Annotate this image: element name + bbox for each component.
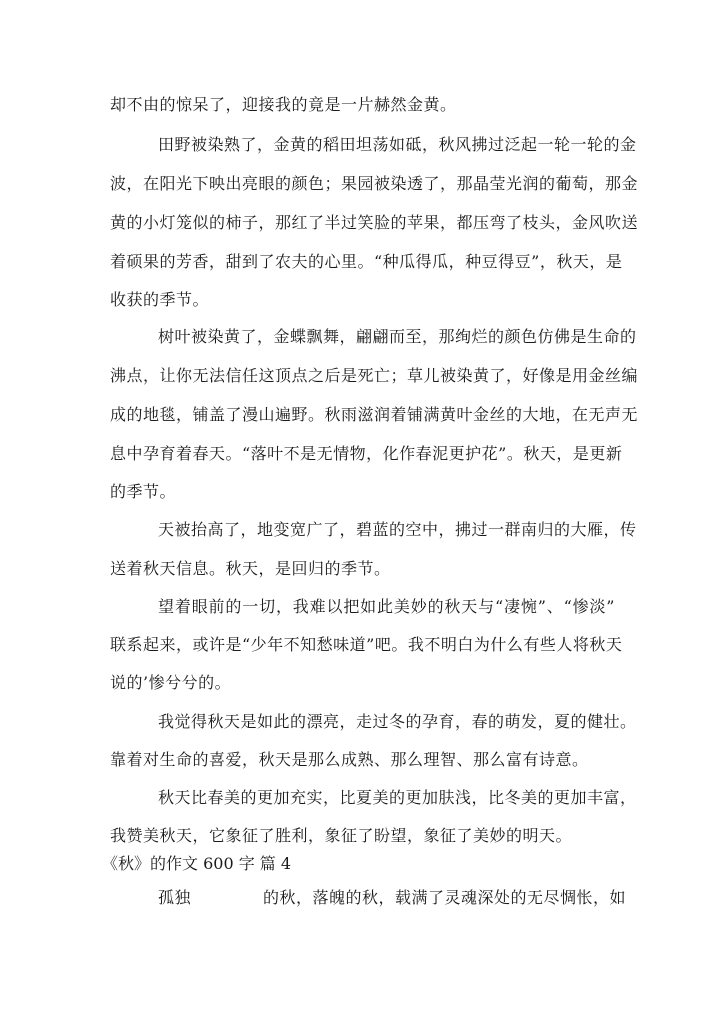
paragraph-first-line: 树叶被染黄了，金蝶飘舞，翩翩而至，那绚烂的颜色仿佛是生命的 (158, 327, 637, 346)
text-line: 送着秋天信息。秋天，是回归的季节。 (110, 559, 391, 578)
text-line: 联系起来，或许是“少年不知愁味道”吧。我不明白为什么有些人将秋天 (110, 635, 623, 654)
text-line: 的季节。 (110, 482, 177, 501)
paragraph-first-line: 秋天比春美的更加充实，比夏美的更加肤浅，比冬美的更加丰富， (158, 788, 637, 807)
paragraph-first-line: 我觉得秋天是如此的漂亮，走过冬的孕育，春的萌发，夏的健壮。 (158, 712, 637, 731)
section-heading: 《秋》的作文 600 字 篇 4 (102, 854, 292, 873)
text-line: 靠着对生命的喜爱，秋天是那么成熟、那么理智、那么富有诗意。 (110, 750, 589, 769)
text-fragment: 的秋，落魄的秋，载满了灵魂深处的无尽惆怅，如 (263, 888, 627, 907)
text-fragment: 孤独 (158, 888, 192, 907)
paragraph-first-line: 天被抬高了，地变宽广了，碧蓝的空中，拂过一群南归的大雁，传 (158, 520, 637, 539)
text-line: 我赞美秋天，它象征了胜利，象征了盼望，象征了美妙的明天。 (110, 826, 573, 845)
text-line: 说的’惨兮兮的。 (110, 673, 232, 692)
text-line: 沸点，让你无法信任这顶点之后是死亡；草儿被染黄了，好像是用金丝编 (110, 366, 639, 385)
text-line: 着硕果的芳香，甜到了农夫的心里。“种瓜得瓜，种豆得豆”，秋天，是 (110, 252, 623, 271)
text-line: 成的地毯，铺盖了漫山遍野。秋雨滋润着铺满黄叶金丝的大地，在无声无 (110, 405, 639, 424)
text-line: 黄的小灯笼似的柿子，那红了半过笑脸的苹果，都压弯了枝头，金风吹送 (110, 213, 639, 232)
text-line: 波，在阳光下映出亮眼的颜色；果园被染透了，那晶莹光润的葡萄，那金 (110, 174, 639, 193)
text-line: 却不由的惊呆了，迎接我的竟是一片赫然金黄。 (110, 95, 457, 114)
text-line: 收获的季节。 (110, 290, 210, 309)
paragraph-first-line (158, 888, 627, 908)
paragraph-first-line: 田野被染熟了，金黄的稻田坦荡如砥，秋风拂过泛起一轮一轮的金 (158, 135, 637, 154)
paragraph-first-line: 望着眼前的一切，我难以把如此美妙的秋天与“凄惋”、“惨淡” (158, 597, 615, 616)
text-line: 息中孕育着春天。“落叶不是无情物，化作春泥更护花”。秋天，是更新 (110, 444, 623, 463)
